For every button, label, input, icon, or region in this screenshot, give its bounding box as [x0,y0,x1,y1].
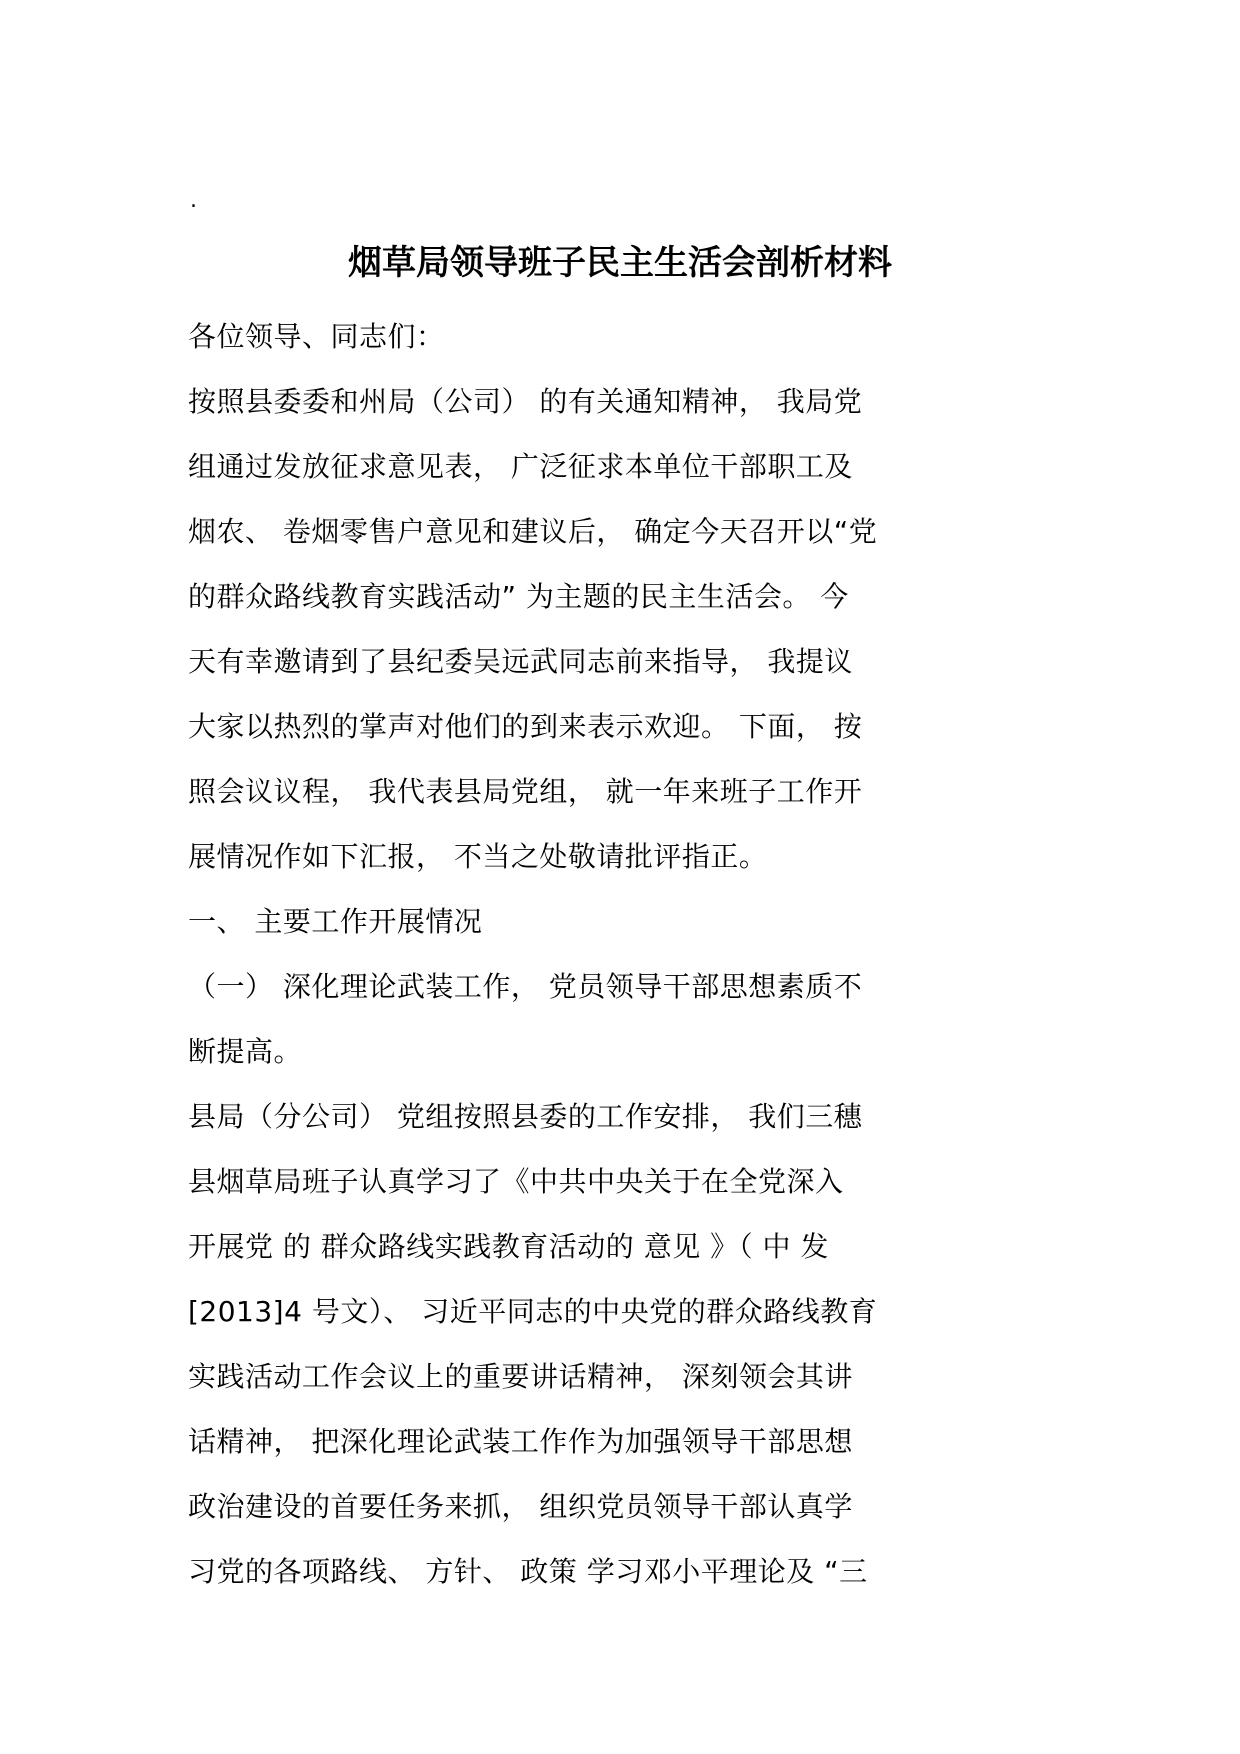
text-line: 照会议议程， 我代表县局党组， 就一年来班子工作开 [188,775,863,808]
subsection-heading: 断提高。 [188,1035,303,1068]
text-line: 话精神， 把深化理论武装工作作为加强领导干部思想 [188,1425,853,1458]
document-title: 烟草局领导班子民主生活会剖析材料 [348,243,892,283]
text-line: 县局（分公司） 党组按照县委的工作安排， 我们三穗 [188,1100,863,1133]
text-line: 组通过发放征求意见表， 广泛征求本单位干部职工及 [188,450,853,483]
text-line: 大家以热烈的掌声对他们的到来表示欢迎。 下面， 按 [188,710,863,743]
salutation: 各位领导、同志们： [188,320,445,353]
text-line: 县烟草局班子认真学习了《中共中央关于在全党深入 [188,1165,844,1198]
text-line: [2013]4 号文）、 习近平同志的中央党的群众路线教育 [188,1295,878,1328]
text-line: 展情况作如下汇报， 不当之处敬请批评指正。 [188,840,768,873]
text-line: 实践活动工作会议上的重要讲话精神， 深刻领会其讲 [188,1360,853,1393]
section-heading: 一、 主要工作开展情况 [188,905,483,938]
text-line: 政治建设的首要任务来抓， 组织党员领导干部认真学 [188,1490,853,1523]
page-marker: . [190,188,197,213]
text-line: 天有幸邀请到了县纪委吴远武同志前来指导， 我提议 [188,645,853,678]
text-line: 习党的各项路线、 方针、 政策 学习邓小平理论及 “三 [188,1555,868,1588]
text-line: 烟农、 卷烟零售户意见和建议后， 确定今天召开以“党 [188,515,878,548]
text-line: 的群众路线教育实践活动” 为主题的民主生活会。 今 [188,580,849,613]
text-line: 开展党 的 群众路线实践教育活动的 意见 》（ 中 发 [188,1230,829,1263]
text-line: 按照县委委和州局（公司） 的有关通知精神， 我局党 [188,385,863,418]
body-text [188,304,948,1604]
subsection-heading: （一） 深化理论武装工作， 党员领导干部思想素质不 [188,970,863,1003]
